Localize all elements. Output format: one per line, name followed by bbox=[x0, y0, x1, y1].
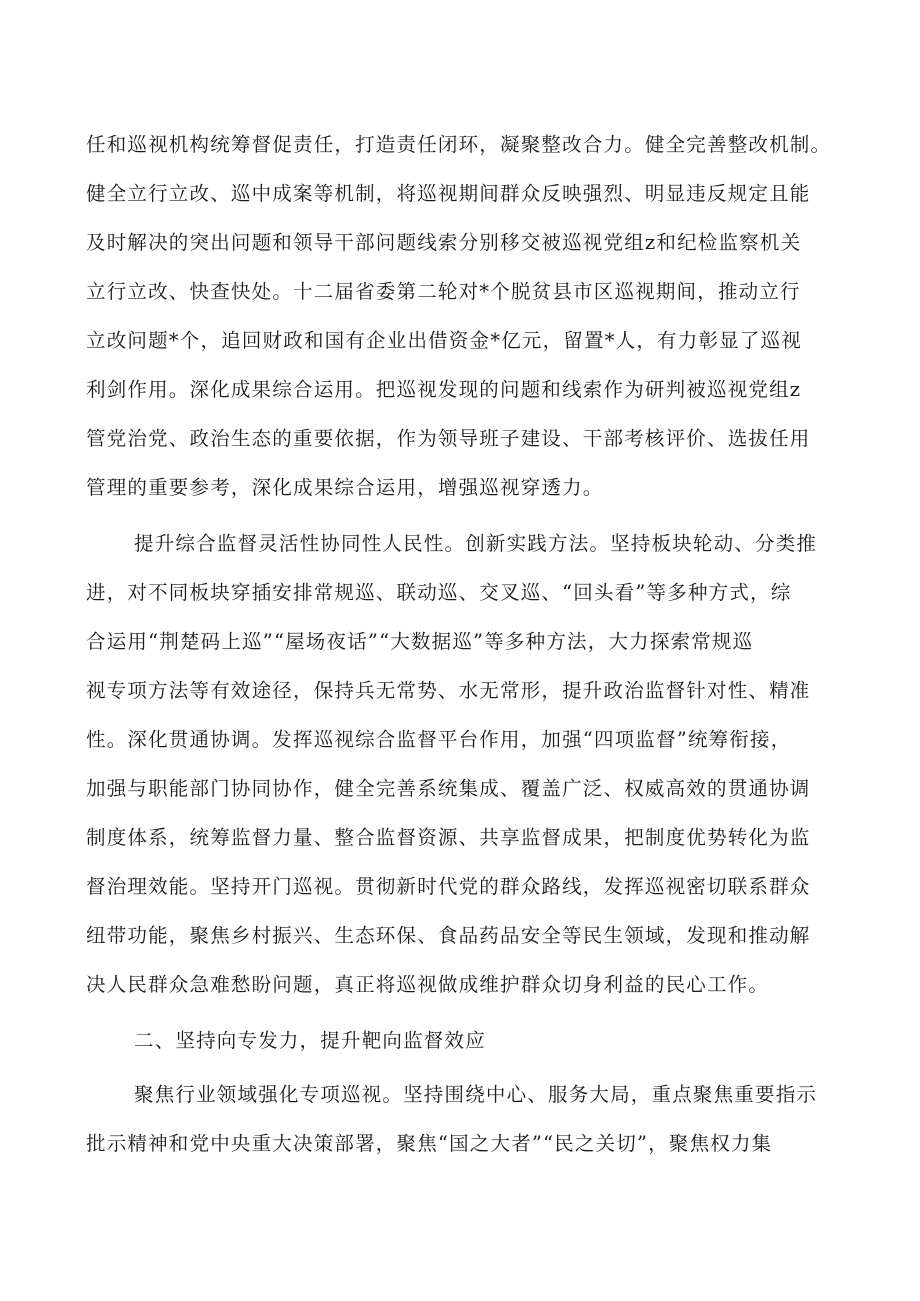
text-line: 立改问题*个，追回财政和国有企业出借资金*亿元，留置*人，有力彰显了巡视 bbox=[86, 329, 802, 352]
text-line: 督治理效能。坚持开门巡视。贯彻新时代党的群众路线，发挥巡视密切联系群众 bbox=[86, 875, 811, 898]
text-line: 管党治党、政治生态的重要依据，作为领导班子建设、干部考核评价、选拔任用 bbox=[86, 427, 811, 450]
text-line: 批示精神和党中央重大决策部署，聚焦“国之大者”“民之关切”，聚焦权力集 bbox=[86, 1132, 773, 1155]
text-line: 健全立行立改、巡中成案等机制，将巡视期间群众反映强烈、明显违反规定且能 bbox=[86, 182, 811, 205]
text-line: 加强与职能部门协同协作，健全完善系统集成、覆盖广泛、权威高效的贯通协调 bbox=[86, 777, 811, 800]
text-line: 合运用“荆楚码上巡”“屋场夜话”“大数据巡”等多种方法，大力探索常规巡 bbox=[86, 630, 754, 653]
text-line: 及时解决的突出问题和领导干部问题线索分别移交被巡视党组z和纪检监察机关 bbox=[86, 231, 802, 254]
section-heading: 二、坚持向专发力，提升靶向监督效应 bbox=[134, 1029, 486, 1052]
text-line: 纽带功能，聚焦乡村振兴、生态环保、食品药品安全等民生领域，发现和推动解 bbox=[86, 924, 811, 947]
text-line: 视专项方法等有效途径，保持兵无常势、水无常形，提升政治监督针对性、精准 bbox=[86, 679, 811, 702]
text-line: 性。深化贯通协调。发挥巡视综合监督平台作用，加强“四项监督”统筹衔接， bbox=[86, 728, 792, 751]
text-line: 利剑作用。深化成果综合运用。把巡视发现的问题和线索作为研判被巡视党组z bbox=[86, 378, 802, 401]
text-line: 立行立改、快查快处。十二届省委第二轮对*个脱贫县市区巡视期间，推动立行 bbox=[86, 280, 801, 303]
text-line: 管理的重要参考，深化成果综合运用，增强巡视穿透力。 bbox=[86, 476, 604, 499]
text-line: 制度体系，统筹监督力量、整合监督资源、共享监督成果，把制度优势转化为监 bbox=[86, 826, 811, 849]
text-line: 任和巡视机构统筹督促责任，打造责任闭环，凝聚整改合力。健全完善整改机制。 bbox=[86, 133, 832, 156]
text-line: 提升综合监督灵活性协同性人民性。创新实践方法。坚持板块轮动、分类推 bbox=[134, 532, 818, 555]
text-line: 聚焦行业领域强化专项巡视。坚持围绕中心、服务大局，重点聚焦重要指示 bbox=[134, 1083, 818, 1106]
text-line: 进，对不同板块穿插安排常规巡、联动巡、交叉巡、“回头看”等多种方式，综 bbox=[86, 581, 792, 604]
text-line: 决人民群众急难愁盼问题，真正将巡视做成维护群众切身利益的民心工作。 bbox=[86, 973, 770, 996]
